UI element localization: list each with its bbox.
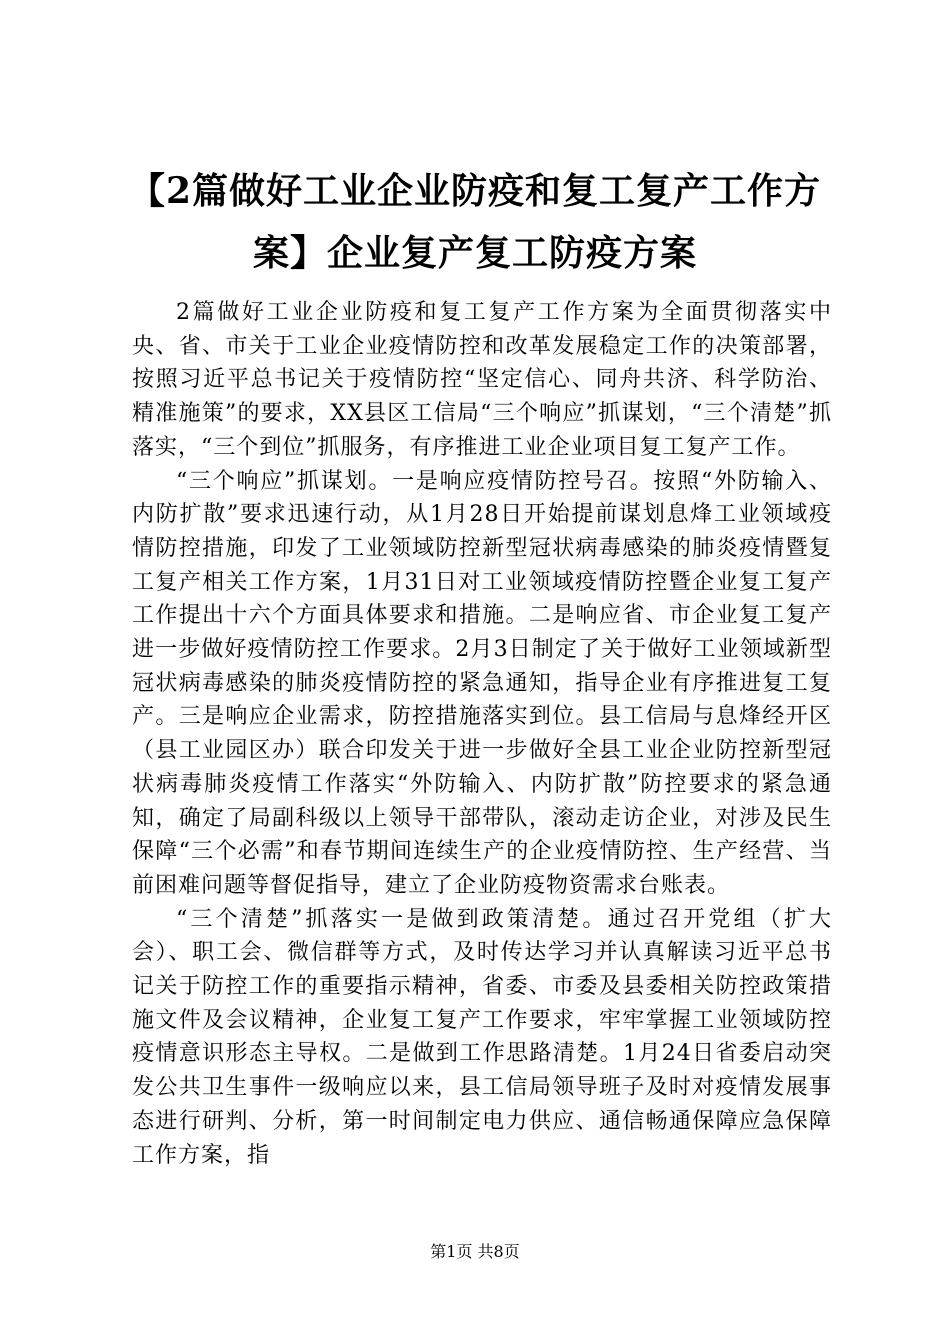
- document-title-line-2: 案】企业复产复工防疫方案: [252, 232, 697, 274]
- document-body: [132, 296, 832, 1172]
- page-number-footer: 第1页 共8页: [430, 1242, 520, 1261]
- body-paragraph-3: “三个清楚”抓落实一是做到政策清楚。通过召开党组（扩大会）、职工会、微信群等方式，及时传达学习并认真解读习近平总书记关于防控工作的重要指示精神，省委、市委及县委相关防控政策措施文件及会议精神，企业复工复产工作要求，牢牢掌握工业领域防控疫情意识形态主导权。二是做到工作思路清楚。1月24日省委启动突发公共卫生事件一级响应以来，县工信局领导班子及时对疫情发展事态进行研判、分析，第一时间制定电力供应、通信畅通保障应急保障工作方案，指: [132, 906, 832, 1168]
- body-paragraph-1: 2篇做好工业企业防疫和复工复产工作方案为全面贯彻落实中央、省、市关于工业企业疫情防控和改革发展稳定工作的决策部署，按照习近平总书记关于疫情防控“坚定信心、同舟共济、科学防治、精准施策”的要求，XX县区工信局“三个响应”抓谋划，“三个清楚”抓落实，“三个到位”抓服务，有序推进工业企业项目复工复产工作。: [132, 300, 832, 460]
- body-paragraph-2: “三个响应”抓谋划。一是响应疫情防控号召。按照“外防输入、内防扩散”要求迅速行动，从1月28日开始提前谋划息烽工业领域疫情防控措施，印发了工业领域防控新型冠状病毒感染的肺炎疫情暨复工复产相关工作方案，1月31日对工业领域疫情防控暨企业复工复产工作提出十六个方面具体要求和措施。二是响应省、市企业复工复产进一步做好疫情防控工作要求。2月3日制定了关于做好工业领域新型冠状病毒感染的肺炎疫情防控的紧急通知，指导企业有序推进复工复产。三是响应企业需求，防控措施落实到位。县工信局与息烽经开区（县工业园区办）联合印发关于进一步做好全县工业企业防控新型冠状病毒肺炎疫情工作落实“外防输入、内防扩散”防控要求的紧急通知，确定了局副科级以上领导干部带队，滚动走访企业，对涉及民生保障“三个必需”和春节期间连续生产的企业疫情防控、生产经营、当前困难问题等督促指导，建立了企业防疫物资需求台账表。: [132, 468, 832, 898]
- document-title-line-1: 【2篇做好工业企业防疫和复工复产工作方: [128, 170, 822, 212]
- document-title: [100, 160, 850, 284]
